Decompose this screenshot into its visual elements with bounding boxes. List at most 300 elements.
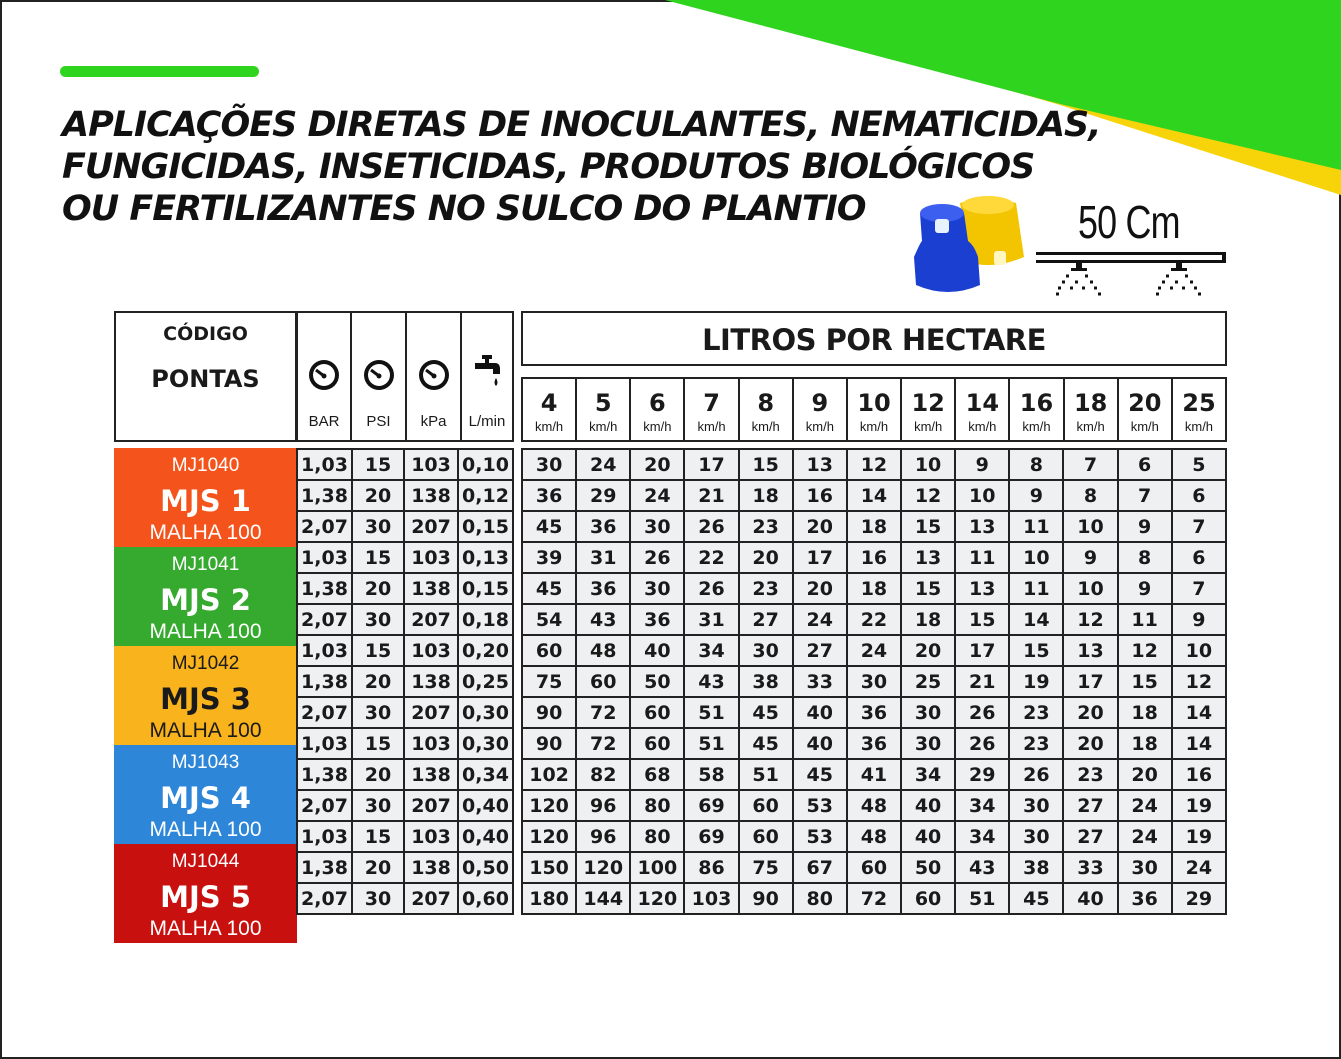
- litros-cell: 9: [1063, 542, 1117, 573]
- litros-cell: 144: [576, 883, 630, 914]
- tip-mesh: MALHA 100: [149, 719, 262, 742]
- tip-name: MJS 5: [160, 880, 251, 914]
- litros-cell: 18: [1118, 728, 1172, 759]
- nozzle-illustration: [908, 195, 1033, 297]
- litros-cell: 80: [630, 790, 684, 821]
- pressure-cell: 103: [404, 728, 458, 759]
- pressure-cell: 15: [352, 821, 404, 852]
- pressure-cell: 207: [404, 511, 458, 542]
- litros-cell: 7: [1118, 480, 1172, 511]
- pressure-cell: 1,38: [297, 666, 352, 697]
- litros-cell: 60: [576, 666, 630, 697]
- pontas-label: PONTAS: [151, 365, 260, 393]
- litros-cell: 17: [955, 635, 1009, 666]
- litros-cell: 7: [1172, 573, 1226, 604]
- pressure-cell: 1,38: [297, 852, 352, 883]
- speed-value: 5: [594, 389, 612, 417]
- litros-cell: 13: [955, 573, 1009, 604]
- spray-boom: [1036, 252, 1226, 255]
- litros-cell: 60: [522, 635, 576, 666]
- litros-cell: 16: [1172, 759, 1226, 790]
- litros-cell: 30: [630, 511, 684, 542]
- tip-block-mjs3: [114, 646, 297, 745]
- litros-cell: 60: [847, 852, 901, 883]
- litros-cell: 10: [1172, 635, 1226, 666]
- speed-value: 6: [649, 389, 666, 417]
- pressure-cell: 0,13: [458, 542, 513, 573]
- litros-cell: 24: [847, 635, 901, 666]
- litros-cell: 45: [522, 511, 576, 542]
- litros-row: [522, 480, 1226, 511]
- litros-cell: 19: [1009, 666, 1063, 697]
- litros-cell: 51: [684, 728, 738, 759]
- litros-cell: 27: [1063, 790, 1117, 821]
- litros-cell: 53: [793, 821, 847, 852]
- pressure-cell: 30: [352, 604, 404, 635]
- litros-cell: 72: [576, 697, 630, 728]
- litros-cell: 102: [522, 759, 576, 790]
- litros-cell: 72: [576, 728, 630, 759]
- pressure-cell: 0,18: [458, 604, 513, 635]
- unit-header-kpa: [407, 311, 462, 442]
- litros-cell: 36: [847, 728, 901, 759]
- pressure-row: [297, 759, 513, 790]
- pressure-cell: 15: [352, 449, 404, 480]
- pressure-cell: 0,40: [458, 790, 513, 821]
- litros-cell: 24: [576, 449, 630, 480]
- pressure-cell: 0,30: [458, 697, 513, 728]
- litros-cell: 43: [684, 666, 738, 697]
- litros-cell: 30: [1009, 790, 1063, 821]
- tip-mesh: MALHA 100: [149, 917, 262, 940]
- litros-cell: 21: [684, 480, 738, 511]
- litros-cell: 8: [1009, 449, 1063, 480]
- litros-cell: 51: [739, 759, 793, 790]
- litros-cell: 30: [1118, 852, 1172, 883]
- tip-mesh: MALHA 100: [149, 620, 262, 643]
- speed-value: 10: [857, 389, 891, 417]
- speed-value: 9: [811, 389, 829, 417]
- litros-cell: 12: [1063, 604, 1117, 635]
- pressure-cell: 138: [404, 759, 458, 790]
- litros-cell: 9: [1172, 604, 1226, 635]
- litros-cell: 23: [1063, 759, 1117, 790]
- spray-pattern-icon: [1056, 263, 1101, 294]
- litros-cell: 20: [901, 635, 955, 666]
- speed-cell: [1171, 379, 1225, 440]
- pressure-row: [297, 728, 513, 759]
- litros-cell: 33: [1063, 852, 1117, 883]
- litros-cell: 22: [684, 542, 738, 573]
- litros-cell: 16: [793, 480, 847, 511]
- unit-header-lmin: [462, 311, 514, 442]
- speed-cell: [954, 379, 1008, 440]
- litros-cell: 53: [793, 790, 847, 821]
- litros-cell: 43: [576, 604, 630, 635]
- litros-cell: 12: [1172, 666, 1226, 697]
- speed-unit: km/h: [914, 419, 943, 434]
- litros-cell: 9: [955, 449, 1009, 480]
- litros-cell: 43: [955, 852, 1009, 883]
- litros-cell: 51: [684, 697, 738, 728]
- litros-cell: 38: [1009, 852, 1063, 883]
- codigo-label: CÓDIGO: [163, 323, 248, 345]
- pressure-cell: 0,10: [458, 449, 513, 480]
- litros-cell: 30: [901, 697, 955, 728]
- litros-cell: 11: [1009, 573, 1063, 604]
- litros-cell: 19: [1172, 821, 1226, 852]
- pressure-cell: 207: [404, 697, 458, 728]
- litros-cell: 120: [522, 821, 576, 852]
- litros-cell: 45: [739, 697, 793, 728]
- litros-cell: 58: [684, 759, 738, 790]
- speed-cell: [1063, 379, 1117, 440]
- speed-cell: [683, 379, 737, 440]
- tip-name: MJS 3: [160, 682, 251, 716]
- litros-cell: 67: [793, 852, 847, 883]
- litros-cell: 18: [847, 511, 901, 542]
- pressure-cell: 20: [352, 480, 404, 511]
- litros-cell: 48: [576, 635, 630, 666]
- pressure-table: [296, 448, 514, 915]
- litros-cell: 51: [955, 883, 1009, 914]
- pressure-cell: 138: [404, 852, 458, 883]
- pressure-cell: 0,15: [458, 573, 513, 604]
- litros-cell: 9: [1118, 511, 1172, 542]
- litros-cell: 36: [522, 480, 576, 511]
- tip-block-mjs1: [114, 448, 297, 547]
- litros-cell: 10: [955, 480, 1009, 511]
- unit-header-bar: [296, 311, 352, 442]
- pressure-cell: 2,07: [297, 511, 352, 542]
- litros-cell: 48: [847, 821, 901, 852]
- litros-cell: 23: [1009, 697, 1063, 728]
- litros-cell: 21: [955, 666, 1009, 697]
- tip-mesh: MALHA 100: [149, 521, 262, 544]
- pressure-cell: 0,12: [458, 480, 513, 511]
- litros-cell: 180: [522, 883, 576, 914]
- boom-end: [1222, 252, 1226, 263]
- pressure-row: [297, 449, 513, 480]
- tip-name: MJS 1: [160, 484, 251, 518]
- speed-unit: km/h: [589, 419, 618, 434]
- litros-cell: 14: [1009, 604, 1063, 635]
- litros-cell: 6: [1172, 542, 1226, 573]
- litros-cell: 36: [1118, 883, 1172, 914]
- litros-cell: 29: [955, 759, 1009, 790]
- litros-row: [522, 542, 1226, 573]
- litros-row: [522, 511, 1226, 542]
- gauge-icon: [308, 359, 340, 391]
- litros-cell: 34: [901, 759, 955, 790]
- pressure-cell: 0,25: [458, 666, 513, 697]
- litros-row: [522, 852, 1226, 883]
- tip-code: MJ1043: [171, 752, 240, 773]
- pressure-cell: 138: [404, 480, 458, 511]
- pressure-cell: 0,15: [458, 511, 513, 542]
- litros-cell: 38: [739, 666, 793, 697]
- unit-label: kPa: [420, 413, 447, 430]
- litros-cell: 75: [522, 666, 576, 697]
- pressure-cell: 138: [404, 573, 458, 604]
- litros-cell: 11: [1009, 511, 1063, 542]
- tip-block-mjs5: [114, 844, 297, 943]
- pressure-row: [297, 852, 513, 883]
- tip-code: MJ1044: [171, 851, 240, 872]
- litros-cell: 40: [901, 821, 955, 852]
- speed-unit: km/h: [1022, 419, 1051, 434]
- tips-column: [114, 448, 297, 943]
- litros-row: [522, 573, 1226, 604]
- pressure-row: [297, 604, 513, 635]
- litros-cell: 24: [1118, 821, 1172, 852]
- litros-cell: 45: [793, 759, 847, 790]
- gauge-icon: [418, 359, 450, 391]
- litros-cell: 120: [576, 852, 630, 883]
- litros-cell: 20: [630, 449, 684, 480]
- litros-cell: 36: [847, 697, 901, 728]
- pressure-row: [297, 635, 513, 666]
- litros-label: LITROS POR HECTARE: [702, 323, 1046, 357]
- tip-mesh: MALHA 100: [149, 818, 262, 841]
- litros-cell: 82: [576, 759, 630, 790]
- unit-label: PSI: [366, 413, 391, 430]
- pressure-cell: 2,07: [297, 883, 352, 914]
- litros-cell: 26: [684, 511, 738, 542]
- pressure-cell: 0,34: [458, 759, 513, 790]
- litros-cell: 40: [901, 790, 955, 821]
- litros-cell: 20: [793, 511, 847, 542]
- pressure-cell: 20: [352, 759, 404, 790]
- litros-cell: 20: [1063, 697, 1117, 728]
- litros-cell: 10: [901, 449, 955, 480]
- speed-cell: [575, 379, 629, 440]
- speed-unit: km/h: [751, 419, 780, 434]
- speed-cell: [523, 379, 575, 440]
- pressure-cell: 1,03: [297, 728, 352, 759]
- pressure-cell: 15: [352, 728, 404, 759]
- pressure-cell: 0,50: [458, 852, 513, 883]
- litros-cell: 68: [630, 759, 684, 790]
- speed-header: [521, 377, 1227, 442]
- litros-row: [522, 666, 1226, 697]
- litros-cell: 40: [630, 635, 684, 666]
- litros-cell: 45: [1009, 883, 1063, 914]
- litros-cell: 26: [955, 728, 1009, 759]
- unit-label: BAR: [308, 413, 340, 430]
- pressure-cell: 20: [352, 666, 404, 697]
- litros-cell: 33: [793, 666, 847, 697]
- litros-cell: 103: [684, 883, 738, 914]
- litros-cell: 6: [1118, 449, 1172, 480]
- litros-cell: 14: [847, 480, 901, 511]
- litros-cell: 34: [955, 821, 1009, 852]
- litros-cell: 150: [522, 852, 576, 883]
- litros-row: [522, 759, 1226, 790]
- pressure-cell: 1,38: [297, 480, 352, 511]
- pressure-cell: 1,03: [297, 821, 352, 852]
- unit-label: L/min: [468, 413, 506, 430]
- litros-cell: 10: [1063, 511, 1117, 542]
- speed-cell: [900, 379, 954, 440]
- pressure-cell: 103: [404, 821, 458, 852]
- speed-unit: km/h: [534, 419, 564, 434]
- pressure-cell: 30: [352, 511, 404, 542]
- litros-cell: 34: [684, 635, 738, 666]
- litros-cell: 80: [793, 883, 847, 914]
- litros-cell: 24: [1172, 852, 1226, 883]
- litros-cell: 10: [1009, 542, 1063, 573]
- litros-cell: 23: [739, 573, 793, 604]
- speed-value: 8: [757, 389, 775, 417]
- litros-cell: 5: [1172, 449, 1226, 480]
- speed-unit: km/h: [805, 419, 834, 434]
- litros-cell: 22: [847, 604, 901, 635]
- litros-cell: 13: [1063, 635, 1117, 666]
- tip-block-mjs4: [114, 745, 297, 844]
- litros-cell: 40: [793, 697, 847, 728]
- litros-cell: 15: [1009, 635, 1063, 666]
- litros-cell: 120: [522, 790, 576, 821]
- speed-value: 16: [1019, 389, 1054, 417]
- litros-cell: 34: [955, 790, 1009, 821]
- litros-cell: 8: [1063, 480, 1117, 511]
- litros-cell: 29: [1172, 883, 1226, 914]
- tip-block-mjs2: [114, 547, 297, 646]
- litros-row: [522, 697, 1226, 728]
- pressure-cell: 207: [404, 883, 458, 914]
- litros-cell: 12: [1118, 635, 1172, 666]
- title-line: FUNGICIDAS, INSETICIDAS, PRODUTOS BIOLÓGICOS: [62, 147, 1035, 187]
- pressure-cell: 207: [404, 790, 458, 821]
- litros-cell: 17: [1063, 666, 1117, 697]
- litros-cell: 80: [630, 821, 684, 852]
- pressure-cell: 30: [352, 790, 404, 821]
- litros-cell: 29: [576, 480, 630, 511]
- litros-cell: 12: [901, 480, 955, 511]
- pressure-cell: 1,03: [297, 542, 352, 573]
- tip-code: MJ1041: [171, 554, 240, 575]
- litros-cell: 15: [739, 449, 793, 480]
- litros-cell: 15: [901, 573, 955, 604]
- litros-cell: 27: [739, 604, 793, 635]
- litros-cell: 7: [1063, 449, 1117, 480]
- litros-cell: 39: [522, 542, 576, 573]
- litros-cell: 26: [684, 573, 738, 604]
- speed-value: 4: [540, 389, 558, 417]
- tip-code: MJ1042: [171, 653, 240, 674]
- litros-header: [521, 311, 1227, 366]
- pressure-cell: 2,07: [297, 697, 352, 728]
- litros-cell: 96: [576, 790, 630, 821]
- tip-code: MJ1040: [171, 455, 240, 476]
- litros-cell: 6: [1172, 480, 1226, 511]
- litros-cell: 18: [1118, 697, 1172, 728]
- litros-cell: 90: [739, 883, 793, 914]
- litros-cell: 17: [793, 542, 847, 573]
- gauge-icon: [363, 359, 395, 391]
- speed-value: 7: [703, 389, 720, 417]
- litros-cell: 36: [630, 604, 684, 635]
- litros-cell: 20: [1063, 728, 1117, 759]
- litros-cell: 60: [739, 790, 793, 821]
- speed-unit: km/h: [697, 419, 726, 434]
- litros-cell: 90: [522, 697, 576, 728]
- litros-cell: 75: [739, 852, 793, 883]
- speed-unit: km/h: [1130, 419, 1159, 434]
- litros-cell: 10: [1063, 573, 1117, 604]
- litros-cell: 18: [739, 480, 793, 511]
- litros-cell: 8: [1118, 542, 1172, 573]
- litros-cell: 48: [847, 790, 901, 821]
- litros-cell: 24: [1118, 790, 1172, 821]
- pressure-cell: 20: [352, 573, 404, 604]
- litros-cell: 120: [630, 883, 684, 914]
- pressure-row: [297, 480, 513, 511]
- unit-header-psi: [352, 311, 407, 442]
- litros-cell: 13: [901, 542, 955, 573]
- litros-cell: 69: [684, 821, 738, 852]
- litros-cell: 9: [1118, 573, 1172, 604]
- litros-cell: 26: [955, 697, 1009, 728]
- speed-cell: [846, 379, 900, 440]
- litros-cell: 36: [576, 511, 630, 542]
- pressure-cell: 30: [352, 883, 404, 914]
- speed-cell: [792, 379, 846, 440]
- litros-cell: 15: [955, 604, 1009, 635]
- accent-bar: [60, 66, 259, 77]
- pressure-row: [297, 666, 513, 697]
- pressure-row: [297, 883, 513, 914]
- spray-boom: [1036, 260, 1226, 263]
- pressure-cell: 2,07: [297, 604, 352, 635]
- litros-cell: 11: [955, 542, 1009, 573]
- pressure-cell: 0,20: [458, 635, 513, 666]
- litros-cell: 17: [684, 449, 738, 480]
- speed-unit: km/h: [643, 419, 672, 434]
- litros-cell: 96: [576, 821, 630, 852]
- litros-cell: 20: [793, 573, 847, 604]
- litros-cell: 60: [630, 728, 684, 759]
- speed-value: 14: [965, 389, 1000, 417]
- litros-cell: 24: [793, 604, 847, 635]
- litros-cell: 20: [739, 542, 793, 573]
- litros-cell: 15: [901, 511, 955, 542]
- pressure-cell: 0,60: [458, 883, 513, 914]
- litros-cell: 60: [901, 883, 955, 914]
- litros-cell: 27: [793, 635, 847, 666]
- speed-cell: [629, 379, 683, 440]
- spacing-label: 50 Cm: [1078, 196, 1180, 248]
- faucet-icon: [473, 353, 501, 391]
- litros-cell: 23: [739, 511, 793, 542]
- pressure-cell: 103: [404, 542, 458, 573]
- litros-cell: 12: [847, 449, 901, 480]
- litros-cell: 15: [1118, 666, 1172, 697]
- litros-cell: 13: [793, 449, 847, 480]
- speed-value: 25: [1182, 389, 1216, 417]
- speed-unit: km/h: [968, 419, 997, 434]
- litros-cell: 30: [522, 449, 576, 480]
- litros-row: [522, 821, 1226, 852]
- pressure-cell: 2,07: [297, 790, 352, 821]
- litros-cell: 7: [1172, 511, 1226, 542]
- litros-cell: 45: [739, 728, 793, 759]
- pressure-cell: 103: [404, 449, 458, 480]
- pressure-row: [297, 790, 513, 821]
- litros-cell: 13: [955, 511, 1009, 542]
- pressure-cell: 15: [352, 635, 404, 666]
